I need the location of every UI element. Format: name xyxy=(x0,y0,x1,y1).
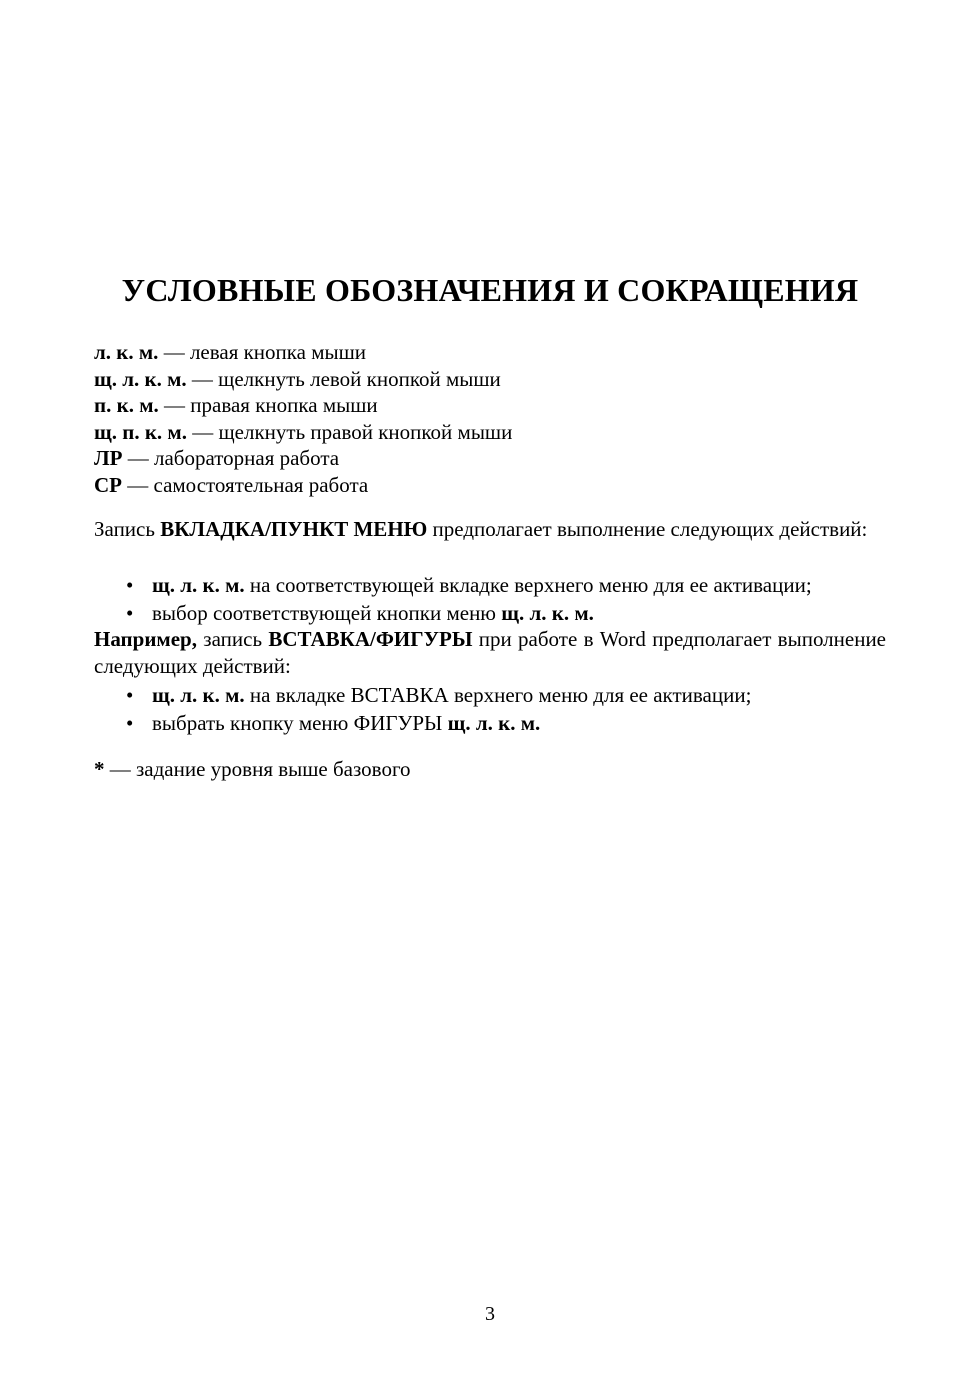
abbreviation-item xyxy=(94,445,894,472)
bullet-icon: • xyxy=(126,601,134,625)
abbreviation-definition: — щелкнуть левой кнопкой мыши xyxy=(186,366,501,391)
bullet-icon: • xyxy=(126,683,134,707)
bullet-text: на вкладке ВСТАВКА верхнего меню для ее активации; xyxy=(244,683,752,707)
abbreviation-term: СР xyxy=(94,472,122,497)
notation-intro-prefix: Запись xyxy=(94,517,161,541)
abbreviation-definition: — правая кнопка мыши xyxy=(158,393,378,417)
bullet-bold: щ. л. к. м. xyxy=(152,573,245,597)
bullet-icon: • xyxy=(126,711,134,735)
notation-intro-suffix: предполагает выполнение следующих действий: xyxy=(427,517,868,541)
abbreviation-definition: — щелкнуть правой кнопкой мыши xyxy=(186,419,513,444)
abbreviation-item xyxy=(94,472,894,499)
abbreviation-item xyxy=(94,392,894,419)
bullet-icon: • xyxy=(126,573,134,597)
abbreviation-item xyxy=(94,339,894,366)
list-item xyxy=(126,599,896,627)
example-lead: Например, xyxy=(94,627,197,651)
list-item xyxy=(126,571,896,599)
abbreviation-term: щ. л. к. м. xyxy=(94,366,187,391)
asterisk-symbol: * xyxy=(94,757,105,781)
example-text-2: при работе в Word предполагает выполнение следующих действий: xyxy=(94,627,887,678)
abbreviation-item xyxy=(94,366,894,393)
bullet-bold: щ. л. к. м. xyxy=(501,601,594,625)
abbreviation-list xyxy=(94,339,894,498)
bullet-text: выбор соответствующей кнопки меню xyxy=(152,601,502,625)
page-number: 3 xyxy=(485,1303,495,1325)
abbreviation-item xyxy=(94,419,894,446)
bullet-bold: щ. л. к. м. xyxy=(152,683,245,707)
abbreviation-definition: — лабораторная работа xyxy=(122,446,340,470)
asterisk-note xyxy=(94,756,886,783)
bullet-text: выбрать кнопку меню ФИГУРЫ xyxy=(152,711,448,735)
asterisk-note-text: — задание уровня выше базового xyxy=(104,757,411,781)
abbreviation-term: л. к. м. xyxy=(94,340,159,364)
notation-intro-bold: ВКЛАДКА/ПУНКТ МЕНЮ xyxy=(160,517,428,541)
example-mid-bold: ВСТАВКА/ФИГУРЫ xyxy=(268,627,473,651)
bullet-text: на соответствующей вкладке верхнего меню для ее активации; xyxy=(244,573,812,597)
abbreviation-term: п. к. м. xyxy=(94,393,159,417)
list-item xyxy=(126,709,896,737)
notation-bullet-list xyxy=(126,571,896,627)
abbreviation-term: щ. п. к. м. xyxy=(94,419,187,444)
example-paragraph xyxy=(94,626,886,679)
abbreviation-definition: — самостоятельная работа xyxy=(122,472,369,497)
bullet-bold: щ. л. к. м. xyxy=(447,711,541,735)
example-text-1: запись xyxy=(197,627,269,651)
notation-intro-paragraph xyxy=(94,516,886,543)
abbreviation-term: ЛР xyxy=(94,446,123,470)
example-bullet-list xyxy=(126,681,896,737)
abbreviation-definition: — левая кнопка мыши xyxy=(158,340,367,364)
list-item xyxy=(126,681,896,709)
page-title: УСЛОВНЫЕ ОБОЗНАЧЕНИЯ И СОКРАЩЕНИЯ xyxy=(121,272,859,308)
